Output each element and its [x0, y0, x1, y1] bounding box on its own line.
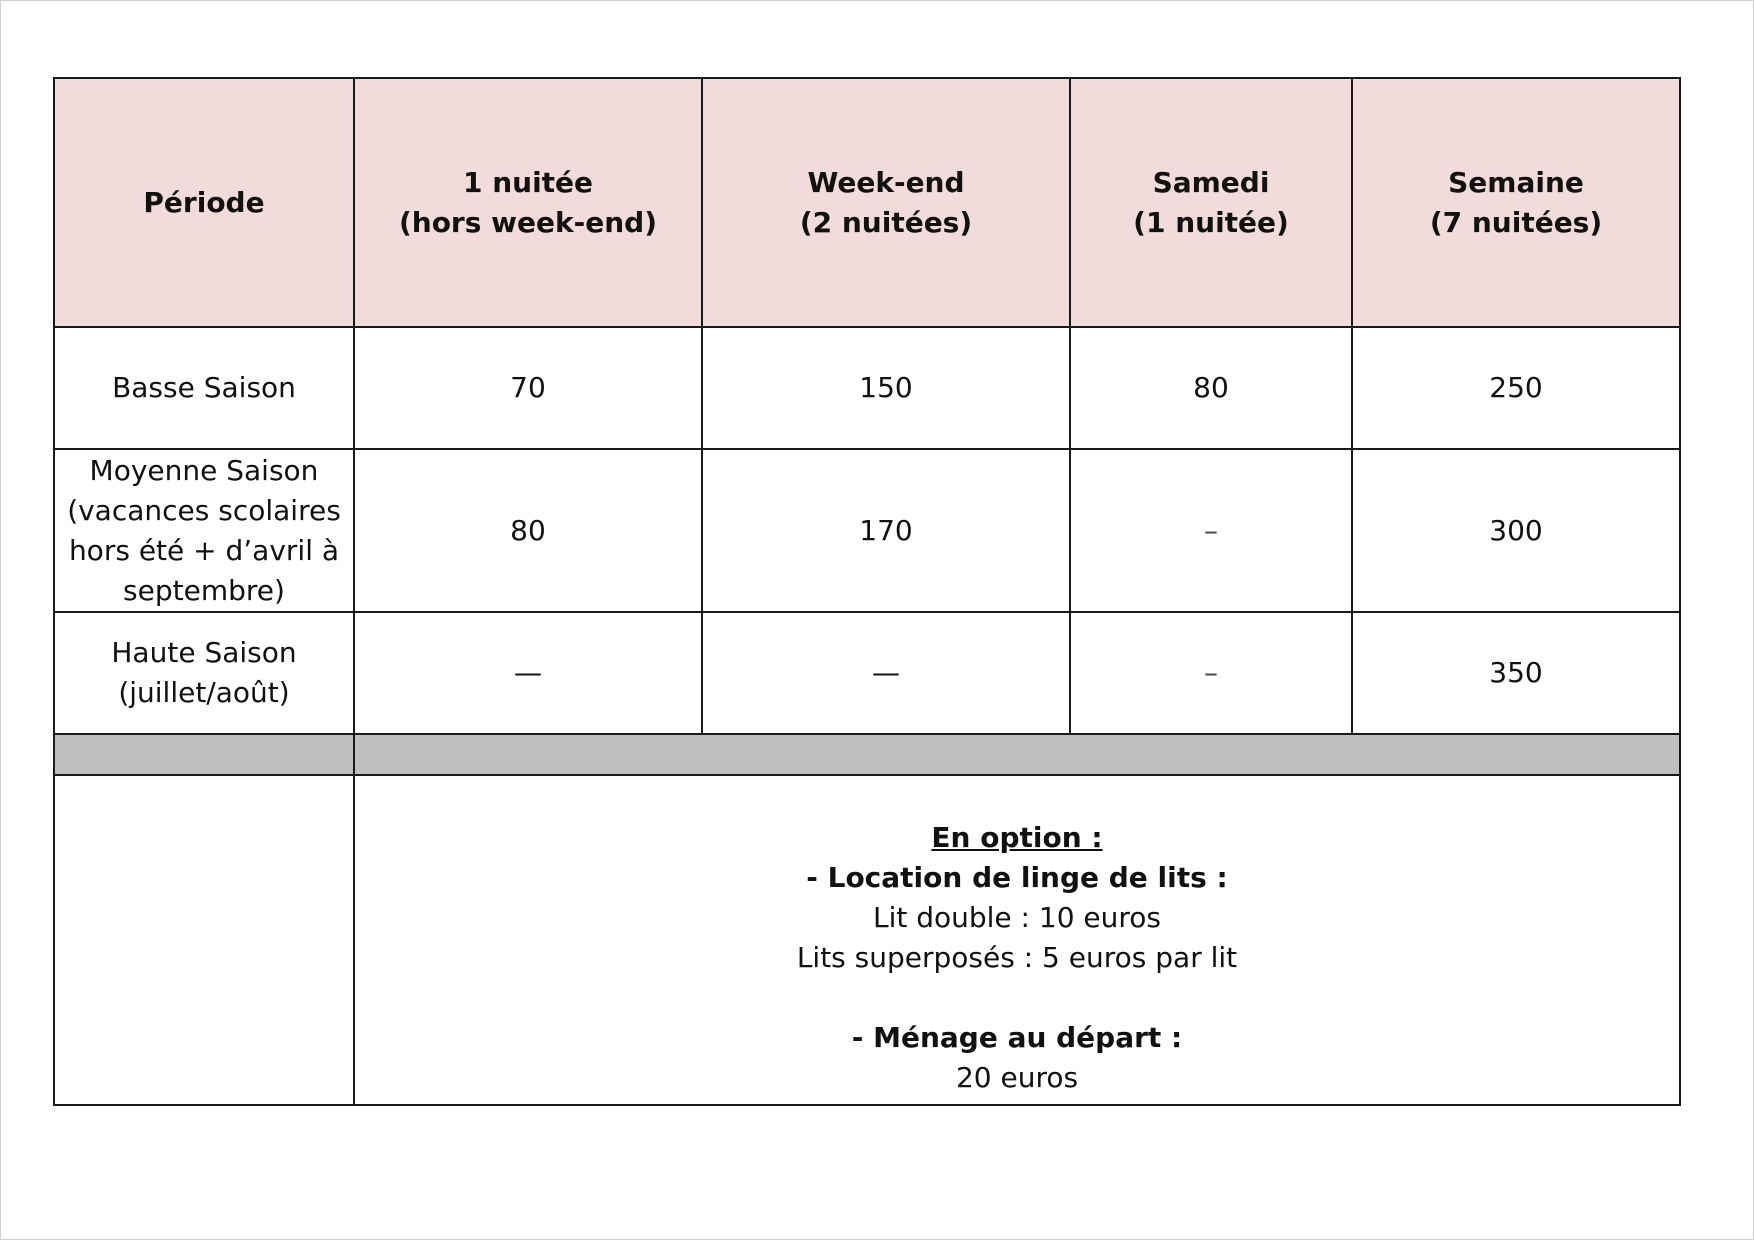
- header-semaine-line-2: (7 nuitées): [1429, 205, 1603, 239]
- separator-cell: [54, 734, 354, 775]
- row-label-line: Moyenne Saison: [89, 453, 319, 487]
- menage-heading: - Ménage au départ :: [851, 1021, 1183, 1054]
- pricing-table: [53, 77, 1681, 1106]
- header-row: [54, 78, 1680, 327]
- header-week-end-line-1: Week-end: [807, 165, 965, 199]
- header-week-end: [702, 78, 1070, 327]
- header-semaine-line-1: Semaine: [1448, 165, 1584, 199]
- price-cell-week-end: —: [702, 612, 1070, 734]
- row-label-moyenne-saison: [54, 449, 354, 612]
- price-cell-samedi: –: [1070, 449, 1352, 612]
- linge-superposes-price: Lits superposés : 5 euros par lit: [796, 941, 1238, 974]
- options-spacer: [361, 978, 1673, 1018]
- price-cell-1-nuitee: 70: [354, 327, 702, 449]
- header-1-nuitee-line-1: 1 nuitée: [462, 165, 594, 199]
- header-samedi: [1070, 78, 1352, 327]
- header-1-nuitee-line-2: (hors week-end): [398, 205, 658, 239]
- separator-row: [54, 734, 1680, 775]
- price-cell-1-nuitee: —: [354, 612, 702, 734]
- header-periode: [54, 78, 354, 327]
- price-cell-semaine: 300: [1352, 449, 1680, 612]
- price-cell-semaine: 250: [1352, 327, 1680, 449]
- options-title: En option :: [931, 821, 1103, 854]
- header-week-end-line-2: (2 nuitées): [799, 205, 973, 239]
- linge-double-price: Lit double : 10 euros: [872, 901, 1162, 934]
- row-label-haute-saison: [54, 612, 354, 734]
- header-1-nuitee: [354, 78, 702, 327]
- row-label-line: Haute Saison: [111, 636, 297, 669]
- row-label-line: hors été + d’avril à: [68, 533, 340, 567]
- price-cell-1-nuitee: 80: [354, 449, 702, 612]
- header-samedi-line-2: (1 nuitée): [1133, 205, 1289, 239]
- price-cell-semaine: 350: [1352, 612, 1680, 734]
- price-cell-samedi: 80: [1070, 327, 1352, 449]
- row-label-line: Basse Saison: [112, 371, 296, 404]
- table-row-moyenne-saison: [54, 449, 1680, 612]
- row-label-line: (vacances scolaires: [67, 493, 341, 527]
- row-label-line: (juillet/août): [118, 676, 290, 709]
- price-cell-week-end: 170: [702, 449, 1070, 612]
- price-cell-week-end: 150: [702, 327, 1070, 449]
- table-row-haute-saison: [54, 612, 1680, 734]
- price-cell-samedi: –: [1070, 612, 1352, 734]
- options-empty-cell: [54, 775, 354, 1105]
- options-row: [54, 775, 1680, 1105]
- options-cell: [354, 775, 1680, 1105]
- separator-cell: [354, 734, 1680, 775]
- row-label-line: septembre): [123, 573, 285, 607]
- header-periode-label: Période: [143, 185, 265, 219]
- menage-price: 20 euros: [955, 1061, 1079, 1094]
- row-label-basse-saison: [54, 327, 354, 449]
- linge-heading: - Location de linge de lits :: [806, 861, 1228, 894]
- header-semaine: [1352, 78, 1680, 327]
- options-block: [361, 776, 1673, 1104]
- header-samedi-line-1: Samedi: [1152, 165, 1270, 199]
- table-row-basse-saison: [54, 327, 1680, 449]
